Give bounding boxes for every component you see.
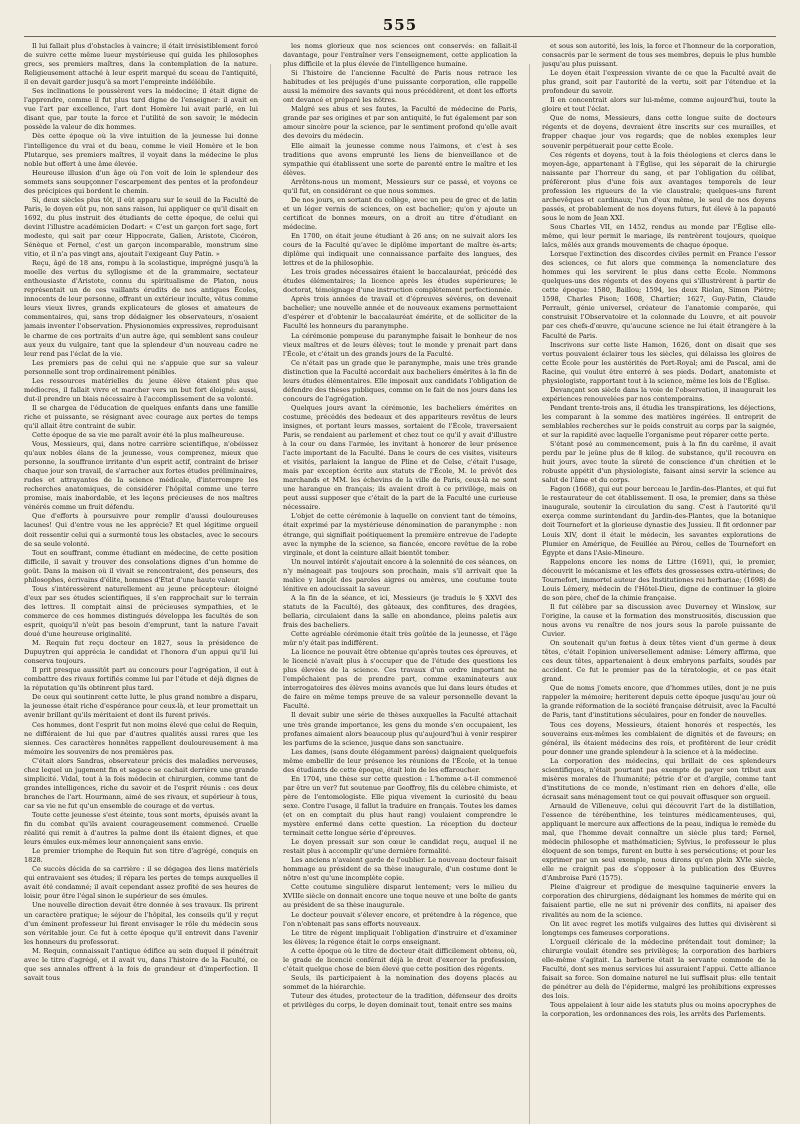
paragraph: Cette agréable cérémonie était très goûtée de la jeunesse, et l'âge mûr n'y était pas indifférent. [283, 630, 517, 648]
paragraph: Que de noms, Messieurs, dans cette longue suite de docteurs régents et de doyens, devraient être inscrits sur ces murailles, et frapper chaque jour vos regards; que de nobles exemples leur souvenir perpétuerait pour cette École. [542, 114, 776, 150]
paragraph: Tous appelaient à leur aide les statuts plus ou moins apocryphes de la corporation, les ordonnances des rois, les arrêts des Parlements. [542, 1000, 776, 1019]
paragraph: Pleine d'aigreur et prodigue de mesquine taquinerie envers la corporation des chirurgiens, dédaignant les hommes de mérite qui en faisaient partie, elle ne sut ni prévenir des conflits, ni apaiser des rivalités au nom de la science. [542, 883, 776, 919]
paragraph: En 1704, une thèse sur cette question : L'homme a-t-il commencé par être un ver? fut soutenue par Geoffroy, fils du célèbre chimiste, et père de l'entomologiste. Elle piqua vivement la curiosité du beau sexe. Contre l'usage, il fallut la traduire en français. Toutes les dames (et on en comptait du plus haut rang) voulaient comprendre le mystère enfermé dans cette question. La réception du docteur terminait cette longue série d'épreuves. [283, 774, 517, 838]
paragraph: Si l'histoire de l'ancienne Faculté de Paris nous retrace les habitudes et les préjugés d'une puissante corporation, elle rappelle aussi la mémoire des savants qui nous précédèrent, et dont les efforts ont devancé et préparé les nôtres. [283, 69, 517, 105]
paragraph: M. Requin fut reçu docteur en 1827, sous la présidence de Dupuytren qui apprécia le candidat et l'honora d'un appui qu'il lui conserva toujours. [24, 639, 258, 666]
paragraph: Il fut célèbre par sa discussion avec Duverney et Winslow, sur l'origine, la cause et la formation des monstruosités, discussion que nous avons vu renaître de nos jours sous la parole puissante de Cuvier. [542, 602, 776, 639]
paragraph: Ses inclinations le poussèrent vers la médecine; il était digne de l'apprendre, comme il fut plus tard digne de l'enseigner: il avait en vue l'art par excellence, l'art dont Homère lui avait parlé, en lui disant que, par toute la force et l'utilité de son savoir, le médecin possède la valeur de dix hommes. [24, 87, 258, 132]
paragraph: Après trois années de travail et d'épreuves sévères, on devenait bachelier; une nouvelle année et de nouveaux examens permettaient d'espérer et d'obtenir le baccalauréat émérite, et de solliciter de la Faculté les honneurs du paranymphe. [283, 295, 517, 331]
paragraph: Il devait subir une série de thèses auxquelles la Faculté attachait une très grande importance, les gens du monde s'en occupaient, les profanes aimaient alors beaucoup plus qu'aujourd'hui à venir respirer les parfums de la science, jusque dans son sanctuaire. [283, 711, 517, 747]
paragraph: Arnauld de Villeneuve, celui qui découvrit l'art de la distillation, l'essence de térébenthine, les teintures médicamenteuses, qui, appliquant le mercure aux affections de la peau, indiqua le remède du mal, que l'homme devait connaître un siècle plus tard; Fernel, médecin philosophe et mathématicien; Sylvius, le professeur le plus éloquent de son temps, furent en butte à ses persécutions; et pour les exprimer par un seul exemple, nous dirons qu'en plein XVIe siècle, elle ne craignit pas de s'opposer à la publication des Œuvres d'Ambroise Paré (1575). [542, 801, 776, 883]
column-divider [529, 64, 530, 1124]
paragraph: Il se chargea de l'éducation de quelques enfants dans une famille riche et puissante, se résignant avec courage aux pertes de temps qu'il allait être contraint de subir. [24, 403, 258, 430]
paragraph: Seuls, ils participaient à la nomination des doyens placés au sommet de la hiérarchie. [283, 973, 517, 991]
paragraph: De nos jours, en sortant du collège, avec un peu de grec et de latin et un léger vernis de sciences, on est bachelier; qu'on y ajoute un certificat de bonnes mœurs, on a droit au titre d'étudiant en médecine. [283, 195, 517, 231]
paragraph: Les trois grades nécessaires étaient le baccalauréat, précédé des études élémentaires; la licence après les études supérieures; le doctorat, témoignage d'une instruction complètement perfectionnée. [283, 268, 517, 295]
paragraph: De ceux qui soutinrent cette lutte, le plus grand nombre a disparu, la jeunesse était riche d'espérance pour ceux-là, et leur promettait un avenir brillant qu'ils méritaient et dont ils furent privés. [24, 693, 258, 720]
paragraph: et sous son autorité, les lois, la force et l'honneur de la corporation, consacrés par le serment de tous ses membres, depuis le plus humble jusqu'au plus puissant. [542, 42, 776, 69]
paragraph: Vous, Messieurs, qui, dans notre carrière scientifique, n'obéissez qu'aux nobles élans de la jeunesse, vous comprenez, mieux que personne, la souffrance irritante d'un esprit actif, contraint de briser chaque jour son travail, de s'arracher aux fortes études préliminaires, rudes et attrayantes de la science médicale, d'interrompre les recherches anatomiques, de considérer l'hôpital comme une terre promise, mais inabordable, et les leçons précieuses de nos maîtres vénérés comme un fruit défendu. [24, 440, 258, 512]
paragraph: En 1700, on était jeune étudiant à 26 ans; on ne suivait alors les cours de la Faculté qu'avec le diplôme important de maître ès-arts; diplôme qui indiquait une connaissance parfaite des langues, des lettres et de la philosophie. [283, 231, 517, 268]
paragraph: Lorsque l'extinction des discordes civiles permit en France l'essor des sciences, ce fut alors que commença la nomenclature des hommes qui les servirent le plus dans cette École. Nommons quelques-uns des régents et des doyens qui s'illustrèrent à partir de cette époque: 1580, Baillou; 1594, les deux Riolan, Simon Piètre; 1598, Charles Pison; 1608, Chartier; 1627, Guy-Patin, Claude Perrault, génie universel, créateur de l'anatomie comparée, qui construisit l'Observatoire et la colonnade du Louvre, et ait pouvoir par ces chefs-d'œuvre, qu'aucune science ne lui était étrangère à la Faculté de Paris. [542, 250, 776, 340]
paragraph: Toute cette jeunesse s'est éteinte, tous sont morts, épuisés avant la fin du combat qu'ils avaient courageusement commencé. Cruelle réalité qui remit à d'autres la palme dont ils étaient dignes, et que leurs émules eux-mêmes leur annonçaient sans envie. [24, 810, 258, 847]
paragraph: Le doyen était l'expression vivante de ce que la Faculté avait de plus grand, soit par l'autorité de la vertu, soit par l'étendue et la profondeur du savoir. [542, 69, 776, 96]
paragraph: Les premiers pas de celui qui ne s'appuie que sur sa valeur personnelle sont trop ordinairement pénibles. [24, 358, 258, 376]
paragraph: Dès cette époque où la vive intuition de la jeunesse lui donne l'intelligence du vrai et du beau, comme le vieil Homère et le bon Plutarque, ses premiers maîtres, il voyait dans la médecine le plus noble but offert à une âme élevée. [24, 132, 258, 168]
paragraph: les noms glorieux que nos sciences ont conservés: en fallait-il davantage, pour l'entraîner vers l'enseignement, cette application la plus difficile et la plus élevée de l'intelligence humaine. [283, 42, 517, 69]
paragraph: Les ressources matérielles du jeune élève étaient plus que médiocres, il fallait vivre et marcher vers un but fort éloigné: aussi, dut-il prendre un biais nécessaire à l'accomplissement de sa volonté. [24, 376, 258, 403]
paragraph: Ces régents et doyens, tout à la fois théologiens et clercs dans le moyen-âge, appartenant à l'Église, qui les séparait de la chirurgie naissante par l'horreur du sang, et par l'obligation du célibat, préféreront plus d'une fois aux avantages temporels de leur profession les rigueurs de la vie claustrale; quelques-uns furent archevêques et cardinaux; l'un d'eux même, le seul de nos doyens passés, et probablement de nos doyens futurs, fut élevé à la papauté sous le nom de Jean XXI. [542, 150, 776, 222]
paragraph: Le premier triomphe de Requin fut son titre d'agrégé, conquis en 1828. [24, 847, 258, 865]
paragraph: Une nouvelle direction devait être donnée à ses travaux. Ils prirent un caractère pratique; le séjour de l'hôpital, les conseils qu'il y reçut d'un éminent professeur lui firent envisager le rôle du médecin sous son véritable jour. Ce fut à cette époque qu'il entrevit dans l'avenir les honneurs du professorat. [24, 901, 258, 946]
paragraph: M. Requin, connaissait l'antique édifice au sein duquel il pénétrait avec le titre d'agrégé, et il avait vu, dans l'histoire de la Faculté, ce que ses annales offrent à la fois de grandeur et d'imperfection. Il savait tous [24, 946, 258, 982]
paragraph: Le doyen pressait sur son cœur le candidat reçu, auquel il ne restait plus à accomplir qu'une dernière formalité. [283, 838, 517, 856]
paragraph: Rappelons encore les noms de Littre (1691), qui, le premier, découvrit le mécanisme et les effets des grossesses extra-utérines; de Tournefort, immortel auteur des Institutiones rei herbariae; (1698) de Louis Lémery, médecin de l'Hôtel-Dieu, digne de continuer la gloire de son père, chef de la chimie française. [542, 557, 776, 602]
paragraph: Que d'efforts à poursuivre pour remplir d'aussi douloureuses lacunes! Qui d'entre vous ne les apprécie? Et quel légitime orgueil doit ressentir celui qui a surmonté tous les obstacles, avec le secours de sa seule volonté. [24, 512, 258, 548]
paragraph: Elle aimait la jeunesse comme nous l'aimons, et c'est à ses traditions que avons emprunté les liens de bienveillance et de sympathie qui établissent une sorte de parenté entre le maître et les élèves. [283, 141, 517, 177]
paragraph: Le titre de régent impliquait l'obligation d'instruire et d'examiner les élèves; la régence était le corps enseignant. [283, 928, 517, 946]
paragraph: A la fin de la séance, et ici, Messieurs (je traduis le § XXVI des statuts de la Faculté), des gâteaux, des confitures, des dragées, bellaria, circulaient dans la salle en abondance, pleins paletis aux frais des bacheliers. [283, 593, 517, 629]
paragraph: Ce n'était pas un grade que le paranymphe, mais une très grande distinction que la Faculté accordait aux bacheliers émérites à la fin de leurs études élémentaires. Elle imposait aux candidats l'obligation de défendre des thèses publiques, comme on le fait de nos jours dans les concours de l'agrégation. [283, 358, 517, 403]
paragraph: L'objet de cette cérémonie à laquelle on convient tant de témoins, était exprimé par la mystérieuse dénomination de paranymphe : non étrange, qui signifiait poétiquement la première entrevue de l'adepte avec la nymphe de la science, sa fiancée, encore revêtue de la robe virginale, et dont la ceinture allait bientôt tomber. [283, 512, 517, 557]
paragraph: Sous Charles VII, en 1452, rendus au monde par l'Église elle-même, qui leur permit le mariage, ils rentrèrent toujours, quoique laïcs, mêlés aux grands mouvements de chaque époque. [542, 222, 776, 250]
paragraph: A cette époque où le titre de docteur était difficilement obtenu, où, le grade de licencié conférait déjà le droit d'exercer la profession, c'était quelque chose de bien élevé que cette position des régents. [283, 946, 517, 973]
paragraph: Arrêtons-nous un moment, Messieurs sur ce passé, et voyons ce qu'il fut, en considérant ce que nous sommes. [283, 177, 517, 195]
text-columns [24, 42, 776, 1124]
header-rule [24, 36, 776, 37]
paragraph: Il lui fallait plus d'obstacles à vaincre; il était irrésistiblement forcé de suivre cette même lueur mystérieuse qui guida les philosophes grecs, ses premiers maîtres, dans la contemplation de la nature. Religieusement attaché à leur esprit marqué du sceau de l'antiquité, il en devait garder jusqu'à sa mort l'empreinte indélébile. [24, 42, 258, 87]
paragraph: Ces hommes, dont l'esprit fut non moins élevé que celui de Requin, ne différaient de lui que par d'autres qualités aussi rares que les siennes. Ces caractères honnêtes rappellent douloureusement à ma mémoire les souvenirs de nos premières pas. [24, 720, 258, 756]
paragraph: Heureuse illusion d'un âge où l'on voit de loin le splendeur des sommets sans soupçonner l'escarpement des pentes et la profondeur des précipices qui bordent le chemin. [24, 168, 258, 195]
paragraph: Devançant son siècle dans la voie de l'observation, il inaugurait les expériences renouvelées par nos contemporains. [542, 385, 776, 403]
paragraph: S'étant posé au commencement, puis à la fin du carême, il avait perdu par le jeûne plus de 8 kilog. de substance, qu'il recouvra en huit jours, avec toute la sûreté de conscience d'un chrétien et le robuste appétit d'un physiologiste, faisant ainsi servir la science au salut de l'âme et du corps. [542, 440, 776, 485]
paragraph: Reçu, âgé de 18 ans, rompu à la scolastique, imprégné jusqu'à la moelle des vertus du syllogisme et de la grammaire, sectateur enthousiaste d'Aristote, connu du spiritualisme de Platon, nous représentait un de ces vaillants érudits de nos antiques Écoles, innocents de leur personne, offrant un extérieur inculte, vêtus comme leurs vieux livres, grands explicateurs de gloses et amateurs de commentaires, qui, sans trop dédaigner les observateurs, n'osaient jamais inventer l'observation. Physionomies expressives, reproduisant le charme de ces portraits d'un autre âge, qui semblent sans couleur aux yeux du vulgaire, tant que la splendeur d'un nouveau cadre ne leur rend pas l'éclat de la vie. [24, 259, 258, 358]
paragraph: L'orgueil cléricale de la médecine prétendait tout dominer; la chirurgie voulait étendre ses privilèges; la corporation des barbiers elle-même s'agitait. La barberie était la servante commode de la Faculté, dont ses menus services lui assuraient l'appui. Cette alliance faisait sa force. Son domaine naturel ne lui suffisait plus: elle tentait de pénétrer au delà de l'épiderme, malgré les prohibitions expresses des lois. [542, 937, 776, 1000]
paragraph: Tout en souffrant, comme étudiant en médecine, de cette position difficile, il savait y trouver des consolations dignes d'un homme de goût. Dans la maison où il vivait se rencontraient, des penseurs, des philosophes, écrivains d'élite, hommes d'État d'une haute valeur. [24, 548, 258, 584]
paragraph: La corporation des médecins, qui brillait de ces splendeurs scientifiques, n'était pourtant pas exempte de payer son tribut aux misères morales de l'humanité; pétrie d'or et d'argile, comme tant d'institutions de ce monde, n'estimant rien en dehors d'elle, elle écrasait sans ménagement tout ce qui pouvait offusquer son orgueil. [542, 756, 776, 801]
paragraph: Un nouvel intérêt s'ajoutait encore à la solennité de ces séances, on n'y ménageait pas toujours son prochain, mais s'il arrivait que la malice y lançât des paroles aigres ou amères, une coutume toute lénitive en adoucissait la saveur. [283, 557, 517, 593]
paragraph: Tous ces doyens, Messieurs, étaient honorés et respectés, les souverains eux-mêmes les comblaient de dignités et de faveurs; en général, ils étaient médecins des rois, et profitèrent de leur crédit pour donner une grande splendeur à la science et à la médecine. [542, 720, 776, 756]
paragraph: Cette époque de sa vie me paraît avoir été la plus malheureuse. [32, 431, 245, 440]
paragraph: Malgré ses abus et ses fautes, la Faculté de médecine de Paris, grande par ses origines et par son antiquité, le fut également par son amour sincère pour la science, par le sentiment profond qu'elle avait des devoirs du médecin. [283, 105, 517, 141]
paragraph: La licence ne pouvait être obtenue qu'après toutes ces épreuves, et le licencié n'avait plus à s'occuper que de l'étude des questions les plus élevées de la science. Ces travaux d'un ordre important ne l'empêchaient pas de prendre part, comme examinateurs aux interrogatoires des élèves moins avancés que lui dans leurs études et de faire en même temps preuve de sa valeur personnelle devant la Faculté. [283, 648, 517, 711]
column-divider [270, 64, 271, 1124]
paragraph: Les dames, (sans doute élégamment parées) daignaient quelquefois même embellir de leur présence les réunions de l'École, et la tenue des étudiants de cette époque, était loin de les effaroucher. [283, 747, 517, 774]
paragraph: On lit avec regret les motifs vulgaires des luttes qui divisèrent si longtemps ces fameuses corporations. [542, 919, 776, 937]
paragraph: Les anciens n'avaient garde de l'oublier. Le nouveau docteur faisait hommage au président de sa thèse inaugurale, d'un costume dont le nôtre n'est qu'une incomplète copie. [283, 856, 517, 883]
paragraph: Fagon (1668), qui eut pour berceau le Jardin-des-Plantes, et qui fut le restaurateur de cet établissement. Il osa, le premier, dans sa thèse inaugurale, soutenir la circulation du sang. C'est à l'autorité qu'il exerça comme surintendant du Jardin-des-Plantes, que la botanique doit Tournefort et la glorieuse dynastie des Jussieu. Il fit ordonner par Louis XIV, dont il était le médecin, les savantes explorations de Plumier en Amérique, de Feuillée au Pérou, celles de Tournefort en Égypte et dans l'Asie-Mineure. [542, 485, 776, 557]
paragraph: Il en concentrait alors sur lui-même, comme aujourd'hui, toute la gloire et tout l'éclat. [542, 96, 776, 114]
paragraph: Tuteur des études, protecteur de la tradition, défenseur des droits et privilèges du corps, le doyen dominait tout, tenait entre ses mains [283, 991, 517, 1009]
paragraph: Tous s'intéressèrent naturellement au jeune précepteur: éloigné d'eux par ses études scientifiques, il s'en rapprochait sur le terrain des lettres. Il comptait ainsi de précieuses sympathies, et le commerce de ces hommes distingués développa les facultés de son esprit, quoiqu'il n'eût pas besoin d'emprunt, tant la nature l'avait doué d'une heureuse originalité. [24, 584, 258, 639]
paragraph: Que de noms j'omets encore, que d'hommes utiles, dont je ne puis rappeler la mémoire; heriterent depuis cette époque jusqu'au jour où la grande réformation de la société française détruisit, avec la Faculté de Paris, tant d'institutions séculaires, pour en fonder de nouvelles. [542, 684, 776, 720]
paragraph: Si, deux siècles plus tôt, il eût apparu sur le seuil de la Faculté de Paris, le doyen eût pu, non sans raison, lui appliquer ce qu'il disait en 1692, du plus instruit des étudiants de cette époque, de celui qui devint l'illustre académicien Dodart: « C'est un garçon fort sage, fort modeste, qui sait par cœur Hippocrate, Galien, Aristote, Cicéron, Sénèque et Fernel, c'est un garçon incomparable, monstrum sine vitio, et il n'a pas vingt ans, ajoutait l'exigeant Guy Patin. » [24, 195, 258, 259]
paragraph: Inscrivons sur cette liste Hamon, 1626, dont on disait que ses vertus pouvaient éclairer tous les siècles, qui délaissa les gloires de cette École pour les austérités de Port-Royal; ami de Pascal, ami de Racine, qui voulut être enterré à ses pieds. Dodart, anatomiste et physiologiste, rapportant tout à la science, même les lois de l'Église. [542, 340, 776, 385]
column-middle [283, 42, 517, 1124]
column-left [24, 42, 258, 1124]
paragraph: C'était alors Sandras, observateur précis des maladies nerveuses, chez lequel un jugement fin et sagace se cachait derrière une grande simplicité. Vidal, tout à la fois médecin et chirurgien, comme tant de grandes intelligences, riche du savoir et de l'esprit réunis : ces deux branches de l'art. Hourmann, aimé de ses rivaux, et supérieur à tous, car sa vie ne fut qu'un ensemble de courage et de vertus. [24, 756, 258, 810]
column-right [542, 42, 776, 1124]
paragraph: Il prit presque aussitôt part au concours pour l'agrégation, il eut à combattre des rivaux fortifiés comme lui par l'étude et déjà dignes de la réputation qu'ils obtinrent plus tard. [24, 666, 258, 693]
paragraph: Le docteur pouvait s'élever encore, et prétendre à la régence, que l'on n'obtenait pas sans efforts nouveaux. [283, 910, 517, 928]
paragraph: Cette coutume singulière disparut lentement; vers le milieu du XVIIIe siècle on donnait encore une toque neuve et une boîte de gants au président de sa thèse inaugurale. [283, 883, 517, 910]
page-number: 555 [382, 16, 418, 34]
paragraph: Ce succès décida de sa carrière : il se dégagea des liens matériels qui entravaient ses études; il répara les pertes de temps auxquelles il avait été condamné; il avait cependant assez profité de ses heures de loisir, pour être l'égal sinon le supérieur de ses émules. [24, 865, 258, 901]
paragraph: Pendant trente-trois ans, il étudia les transpirations, les déjections, les comparant à la somme des matières ingérées. Il entreprit de semblables recherches sur le poids construit au corps par la saignée, et sur la rapidité avec laquelle l'organisme peut réparer cette perte. [542, 403, 776, 440]
paragraph: La cérémonie pompeuse du paranymphe faisait le bonheur de nos vieux maîtres et de leurs élèves; tout le monde y prenait part dans l'École, et c'était un des grands jours de la Faculté. [283, 331, 517, 358]
paragraph: Quelques jours avant la cérémonie, les bacheliers émérites en costume, précédés des bedeaux et des appariteurs revêtus de leurs insignes, et portant leurs masses, sortaient de l'École, traversaient Paris, se rendaient au parlement et chez tout ce qu'il y avait d'illustre à la cour ou dans l'armée, les invitant à honorer de leur présence l'acte important de la Faculté. Dans le cours de ces visites, visiteurs et visités, parlaient la langue de Pline et de Celse, c'était l'usage, mais par exception écrite aux statuts de l'École, M. le prévôt des marchands et MM. les échevins de la ville de Paris, ceux-là ne sont une harangue en français; ils avaient droit à ce privilège, mais on peut aussi supposer que c'était de la part de la Faculté une curieuse nécessaire. [283, 403, 517, 512]
paragraph: On soutenait qu'un fœtus à deux têtes vient d'un germe à deux têtes, c'était l'opinion universellement admise: Lémery affirma, que ces deux têtes, appartenaient à deux embryons parfaits, soudés par accident. Ce fut le premier pas de la tératologie, et ce pas était grand. [542, 639, 776, 684]
